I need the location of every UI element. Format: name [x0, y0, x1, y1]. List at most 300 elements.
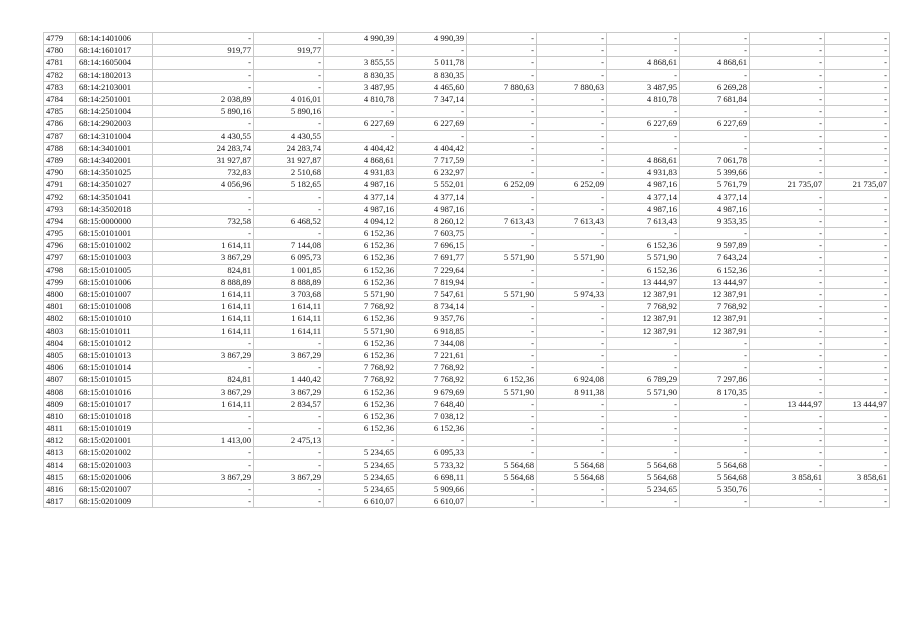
value-cell: - — [467, 240, 537, 252]
value-cell: - — [750, 325, 825, 337]
row-number-cell: 4801 — [44, 301, 76, 313]
value-cell: 5 564,68 — [537, 459, 607, 471]
value-cell: 6 152,36 — [607, 240, 680, 252]
value-cell: 5 182,65 — [254, 179, 324, 191]
value-cell: - — [254, 496, 324, 508]
value-cell: - — [467, 154, 537, 166]
value-cell: 4 404,42 — [324, 142, 397, 154]
value-cell: - — [537, 447, 607, 459]
value-cell: 3 855,55 — [324, 57, 397, 69]
value-cell: 24 283,74 — [254, 142, 324, 154]
value-cell: 13 444,97 — [680, 276, 750, 288]
cadastral-code-cell: 68:15:0201006 — [76, 471, 153, 483]
value-cell: 6 095,73 — [254, 252, 324, 264]
value-cell: 1 614,11 — [254, 325, 324, 337]
value-cell: 2 475,13 — [254, 435, 324, 447]
value-cell: 6 698,11 — [397, 471, 467, 483]
value-cell: - — [153, 496, 254, 508]
cadastral-code-cell: 68:14:2103001 — [76, 81, 153, 93]
table-row — [44, 410, 890, 422]
value-cell: 7 643,24 — [680, 252, 750, 264]
value-cell: - — [467, 33, 537, 45]
value-cell: - — [537, 423, 607, 435]
value-cell: 3 487,95 — [607, 81, 680, 93]
value-cell: - — [153, 69, 254, 81]
value-cell: 5 571,90 — [324, 325, 397, 337]
row-number-cell: 4814 — [44, 459, 76, 471]
value-cell: - — [607, 45, 680, 57]
table-row — [44, 93, 890, 105]
cadastral-code-cell: 68:15:0101016 — [76, 386, 153, 398]
value-cell: 7 768,92 — [680, 301, 750, 313]
value-cell: 5 733,32 — [397, 459, 467, 471]
row-number-cell: 4811 — [44, 423, 76, 435]
value-cell: - — [750, 45, 825, 57]
row-number-cell: 4815 — [44, 471, 76, 483]
value-cell: 4 990,39 — [397, 33, 467, 45]
value-cell: - — [607, 447, 680, 459]
value-cell: - — [750, 386, 825, 398]
value-cell: - — [825, 203, 890, 215]
value-cell: - — [607, 398, 680, 410]
value-cell: - — [607, 106, 680, 118]
value-cell: 6 152,36 — [324, 398, 397, 410]
value-cell: - — [825, 447, 890, 459]
value-cell: - — [153, 191, 254, 203]
value-cell: - — [825, 325, 890, 337]
value-cell: 5 234,65 — [607, 483, 680, 495]
value-cell: 4 931,83 — [324, 167, 397, 179]
value-cell: 824,81 — [153, 374, 254, 386]
value-cell: - — [254, 483, 324, 495]
value-cell: - — [825, 386, 890, 398]
value-cell: - — [750, 264, 825, 276]
value-cell: - — [607, 228, 680, 240]
value-cell: 6 918,85 — [397, 325, 467, 337]
value-cell: 6 152,36 — [324, 276, 397, 288]
value-cell: - — [254, 410, 324, 422]
table-row — [44, 252, 890, 264]
table-row — [44, 276, 890, 288]
value-cell: - — [537, 410, 607, 422]
cadastral-code-cell: 68:14:3501025 — [76, 167, 153, 179]
value-cell: - — [153, 228, 254, 240]
value-cell: 3 858,61 — [750, 471, 825, 483]
value-cell: - — [254, 191, 324, 203]
cadastral-code-cell: 68:15:0101005 — [76, 264, 153, 276]
value-cell: 7 768,92 — [607, 301, 680, 313]
value-cell: 3 858,61 — [825, 471, 890, 483]
value-cell: - — [153, 483, 254, 495]
value-cell: 4 987,16 — [324, 203, 397, 215]
value-cell: 4 990,39 — [324, 33, 397, 45]
value-cell: 9 597,89 — [680, 240, 750, 252]
value-cell: - — [537, 301, 607, 313]
value-cell: - — [680, 130, 750, 142]
value-cell: - — [825, 142, 890, 154]
table-row — [44, 459, 890, 471]
cadastral-code-cell: 68:15:0201002 — [76, 447, 153, 459]
value-cell: - — [467, 398, 537, 410]
value-cell: 5 571,90 — [607, 252, 680, 264]
cadastral-code-cell: 68:15:0201007 — [76, 483, 153, 495]
value-cell: - — [467, 191, 537, 203]
value-cell: 6 227,69 — [680, 118, 750, 130]
value-cell: 12 387,91 — [607, 313, 680, 325]
value-cell: - — [254, 362, 324, 374]
value-cell: - — [825, 374, 890, 386]
value-cell: - — [397, 106, 467, 118]
table-row — [44, 423, 890, 435]
cadastral-code-cell: 68:15:0201003 — [76, 459, 153, 471]
value-cell: - — [467, 423, 537, 435]
value-cell: - — [750, 130, 825, 142]
value-cell: - — [825, 240, 890, 252]
value-cell: 1 614,11 — [254, 313, 324, 325]
row-number-cell: 4817 — [44, 496, 76, 508]
row-number-cell: 4800 — [44, 288, 76, 300]
value-cell: 7 691,77 — [397, 252, 467, 264]
value-cell: 4 868,61 — [680, 57, 750, 69]
value-cell: 3 867,29 — [153, 386, 254, 398]
cadastral-code-cell: 68:15:0101011 — [76, 325, 153, 337]
value-cell: 1 413,00 — [153, 435, 254, 447]
table-row — [44, 240, 890, 252]
value-cell: - — [537, 362, 607, 374]
row-number-cell: 4812 — [44, 435, 76, 447]
value-cell: - — [607, 349, 680, 361]
row-number-cell: 4782 — [44, 69, 76, 81]
value-cell: - — [467, 435, 537, 447]
value-cell: 5 909,66 — [397, 483, 467, 495]
value-cell: - — [607, 69, 680, 81]
value-cell: - — [825, 130, 890, 142]
value-cell: - — [607, 337, 680, 349]
value-cell: - — [607, 435, 680, 447]
value-cell: 7 768,92 — [397, 374, 467, 386]
row-number-cell: 4816 — [44, 483, 76, 495]
value-cell: - — [825, 45, 890, 57]
value-cell: 7 613,43 — [537, 215, 607, 227]
value-cell: - — [467, 93, 537, 105]
cadastral-code-cell: 68:15:0201009 — [76, 496, 153, 508]
value-cell: - — [750, 203, 825, 215]
value-cell: - — [825, 337, 890, 349]
cadastral-code-cell: 68:14:3401001 — [76, 142, 153, 154]
cadastral-code-cell: 68:15:0101010 — [76, 313, 153, 325]
row-number-cell: 4791 — [44, 179, 76, 191]
value-cell: - — [254, 423, 324, 435]
value-cell: - — [537, 118, 607, 130]
value-cell: - — [537, 276, 607, 288]
value-cell: 4 987,16 — [607, 203, 680, 215]
value-cell: - — [825, 33, 890, 45]
value-cell: - — [750, 374, 825, 386]
value-cell: 5 350,76 — [680, 483, 750, 495]
table-row — [44, 69, 890, 81]
value-cell: 4 377,14 — [680, 191, 750, 203]
value-cell: - — [324, 106, 397, 118]
value-cell: - — [607, 33, 680, 45]
table-row — [44, 386, 890, 398]
row-number-cell: 4799 — [44, 276, 76, 288]
value-cell: 6 152,36 — [324, 337, 397, 349]
cadastral-code-cell: 68:15:0101001 — [76, 228, 153, 240]
cadastral-code-cell: 68:14:1802013 — [76, 69, 153, 81]
value-cell: 6 152,36 — [397, 423, 467, 435]
value-cell: 2 834,57 — [254, 398, 324, 410]
value-cell: - — [537, 191, 607, 203]
value-cell: 8 888,89 — [254, 276, 324, 288]
value-cell: - — [254, 447, 324, 459]
value-cell: 8 830,35 — [397, 69, 467, 81]
value-cell: - — [254, 203, 324, 215]
value-cell: 824,81 — [153, 264, 254, 276]
value-cell: - — [537, 325, 607, 337]
value-cell: - — [750, 57, 825, 69]
value-cell: 4 430,55 — [153, 130, 254, 142]
value-cell: - — [153, 447, 254, 459]
value-cell: 919,77 — [254, 45, 324, 57]
row-number-cell: 4802 — [44, 313, 76, 325]
value-cell: 3 487,95 — [324, 81, 397, 93]
row-number-cell: 4780 — [44, 45, 76, 57]
value-cell: 1 614,11 — [153, 398, 254, 410]
value-cell: 8 911,38 — [537, 386, 607, 398]
value-cell: 13 444,97 — [825, 398, 890, 410]
value-cell: - — [825, 106, 890, 118]
row-number-cell: 4793 — [44, 203, 76, 215]
value-cell: 1 614,11 — [254, 301, 324, 313]
cadastral-code-cell: 68:14:1601017 — [76, 45, 153, 57]
cadastral-code-cell: 68:14:1605004 — [76, 57, 153, 69]
value-cell: 12 387,91 — [680, 325, 750, 337]
value-cell: - — [825, 301, 890, 313]
value-cell: 5 890,16 — [254, 106, 324, 118]
value-cell: 6 152,36 — [324, 386, 397, 398]
value-cell: - — [467, 264, 537, 276]
value-cell: - — [825, 154, 890, 166]
value-cell: 4 810,78 — [607, 93, 680, 105]
value-cell: 732,58 — [153, 215, 254, 227]
value-cell: - — [825, 215, 890, 227]
value-cell: 5 234,65 — [324, 483, 397, 495]
table-row — [44, 81, 890, 93]
value-cell: - — [750, 154, 825, 166]
value-cell: - — [750, 228, 825, 240]
value-cell: 13 444,97 — [607, 276, 680, 288]
row-number-cell: 4796 — [44, 240, 76, 252]
value-cell: - — [750, 301, 825, 313]
value-cell: - — [607, 410, 680, 422]
value-cell: 7 880,63 — [467, 81, 537, 93]
value-cell: 5 234,65 — [324, 447, 397, 459]
value-cell: 5 234,65 — [324, 459, 397, 471]
value-cell: - — [680, 447, 750, 459]
value-cell: - — [680, 362, 750, 374]
value-cell: - — [153, 118, 254, 130]
value-cell: - — [750, 410, 825, 422]
value-cell: 2 038,89 — [153, 93, 254, 105]
value-cell: - — [467, 447, 537, 459]
value-cell: 7 613,43 — [607, 215, 680, 227]
value-cell: - — [153, 362, 254, 374]
cadastral-code-cell: 68:15:0101003 — [76, 252, 153, 264]
value-cell: 7 344,08 — [397, 337, 467, 349]
value-cell: 4 987,16 — [607, 179, 680, 191]
value-cell: - — [825, 118, 890, 130]
row-number-cell: 4784 — [44, 93, 76, 105]
value-cell: - — [680, 33, 750, 45]
value-cell: 1 614,11 — [153, 240, 254, 252]
value-cell: - — [254, 81, 324, 93]
value-cell: 7 347,14 — [397, 93, 467, 105]
table-row — [44, 337, 890, 349]
table-row — [44, 154, 890, 166]
row-number-cell: 4789 — [44, 154, 76, 166]
value-cell: - — [537, 93, 607, 105]
value-cell: - — [750, 93, 825, 105]
table-row — [44, 288, 890, 300]
value-cell: 12 387,91 — [680, 288, 750, 300]
table-row — [44, 313, 890, 325]
value-cell: - — [254, 228, 324, 240]
value-cell: 4 377,14 — [324, 191, 397, 203]
value-cell: - — [680, 496, 750, 508]
value-cell: 6 152,36 — [607, 264, 680, 276]
value-cell: 24 283,74 — [153, 142, 254, 154]
value-cell: - — [537, 57, 607, 69]
value-cell: 7 768,92 — [397, 362, 467, 374]
cadastral-code-cell: 68:15:0101017 — [76, 398, 153, 410]
value-cell: 2 510,68 — [254, 167, 324, 179]
value-cell: 6 152,36 — [324, 240, 397, 252]
value-cell: 9 357,76 — [397, 313, 467, 325]
value-cell: 8 170,35 — [680, 386, 750, 398]
value-cell: - — [750, 167, 825, 179]
value-cell: - — [750, 252, 825, 264]
value-cell: 5 552,01 — [397, 179, 467, 191]
row-number-cell: 4804 — [44, 337, 76, 349]
value-cell: 9 353,35 — [680, 215, 750, 227]
value-cell: - — [750, 142, 825, 154]
value-cell: 5 571,90 — [467, 288, 537, 300]
value-cell: - — [680, 337, 750, 349]
value-cell: 12 387,91 — [607, 288, 680, 300]
value-cell: 5 564,68 — [680, 459, 750, 471]
value-cell: - — [467, 313, 537, 325]
value-cell: 6 227,69 — [397, 118, 467, 130]
value-cell: - — [254, 33, 324, 45]
value-cell: - — [825, 81, 890, 93]
row-number-cell: 4809 — [44, 398, 76, 410]
value-cell: 6 924,08 — [537, 374, 607, 386]
cadastral-code-cell: 68:14:3101004 — [76, 130, 153, 142]
value-cell: - — [680, 410, 750, 422]
value-cell: - — [750, 240, 825, 252]
value-cell: - — [153, 423, 254, 435]
value-cell: 8 260,12 — [397, 215, 467, 227]
value-cell: 6 789,29 — [607, 374, 680, 386]
table-row — [44, 167, 890, 179]
value-cell: - — [324, 130, 397, 142]
table-row — [44, 106, 890, 118]
value-cell: 7 144,08 — [254, 240, 324, 252]
value-cell: - — [607, 142, 680, 154]
value-cell: - — [825, 264, 890, 276]
value-cell: 4 987,16 — [397, 203, 467, 215]
cadastral-code-cell: 68:15:0101007 — [76, 288, 153, 300]
value-cell: 3 867,29 — [254, 471, 324, 483]
value-cell: 7 297,86 — [680, 374, 750, 386]
cadastral-code-cell: 68:14:3502018 — [76, 203, 153, 215]
value-cell: - — [397, 45, 467, 57]
table-row — [44, 264, 890, 276]
cadastral-code-cell: 68:15:0101008 — [76, 301, 153, 313]
value-cell: - — [467, 496, 537, 508]
value-cell: - — [750, 276, 825, 288]
value-cell: 5 564,68 — [467, 459, 537, 471]
value-cell: 6 152,36 — [324, 264, 397, 276]
value-cell: - — [467, 57, 537, 69]
value-cell: - — [750, 496, 825, 508]
value-cell: - — [680, 69, 750, 81]
row-number-cell: 4794 — [44, 215, 76, 227]
value-cell: - — [254, 69, 324, 81]
value-cell: 6 232,97 — [397, 167, 467, 179]
table-row — [44, 57, 890, 69]
value-cell: 31 927,87 — [153, 154, 254, 166]
value-cell: - — [825, 228, 890, 240]
value-cell: 21 735,07 — [750, 179, 825, 191]
value-cell: - — [680, 349, 750, 361]
row-number-cell: 4807 — [44, 374, 76, 386]
value-cell: - — [750, 69, 825, 81]
value-cell: - — [680, 228, 750, 240]
table-row — [44, 203, 890, 215]
value-cell: - — [467, 483, 537, 495]
value-cell: 6 152,36 — [324, 349, 397, 361]
value-cell: - — [750, 313, 825, 325]
value-cell: 6 610,07 — [397, 496, 467, 508]
value-cell: 4 094,12 — [324, 215, 397, 227]
value-cell: 8 888,89 — [153, 276, 254, 288]
value-cell: - — [750, 362, 825, 374]
value-cell: 12 387,91 — [680, 313, 750, 325]
value-cell: 4 377,14 — [397, 191, 467, 203]
value-cell: 4 931,83 — [607, 167, 680, 179]
row-number-cell: 4795 — [44, 228, 76, 240]
value-cell: - — [537, 130, 607, 142]
value-cell: - — [750, 118, 825, 130]
value-cell: - — [537, 167, 607, 179]
row-number-cell: 4806 — [44, 362, 76, 374]
value-cell: 3 867,29 — [254, 349, 324, 361]
value-cell: 7 547,61 — [397, 288, 467, 300]
value-cell: 7 768,92 — [324, 374, 397, 386]
value-cell: 6 252,09 — [467, 179, 537, 191]
value-cell: - — [537, 483, 607, 495]
table-row — [44, 228, 890, 240]
table-row — [44, 447, 890, 459]
value-cell: - — [607, 423, 680, 435]
value-cell: 6 252,09 — [537, 179, 607, 191]
row-number-cell: 4779 — [44, 33, 76, 45]
value-cell: 7 648,40 — [397, 398, 467, 410]
value-cell: 4 377,14 — [607, 191, 680, 203]
value-cell: 5 234,65 — [324, 471, 397, 483]
table-row — [44, 142, 890, 154]
